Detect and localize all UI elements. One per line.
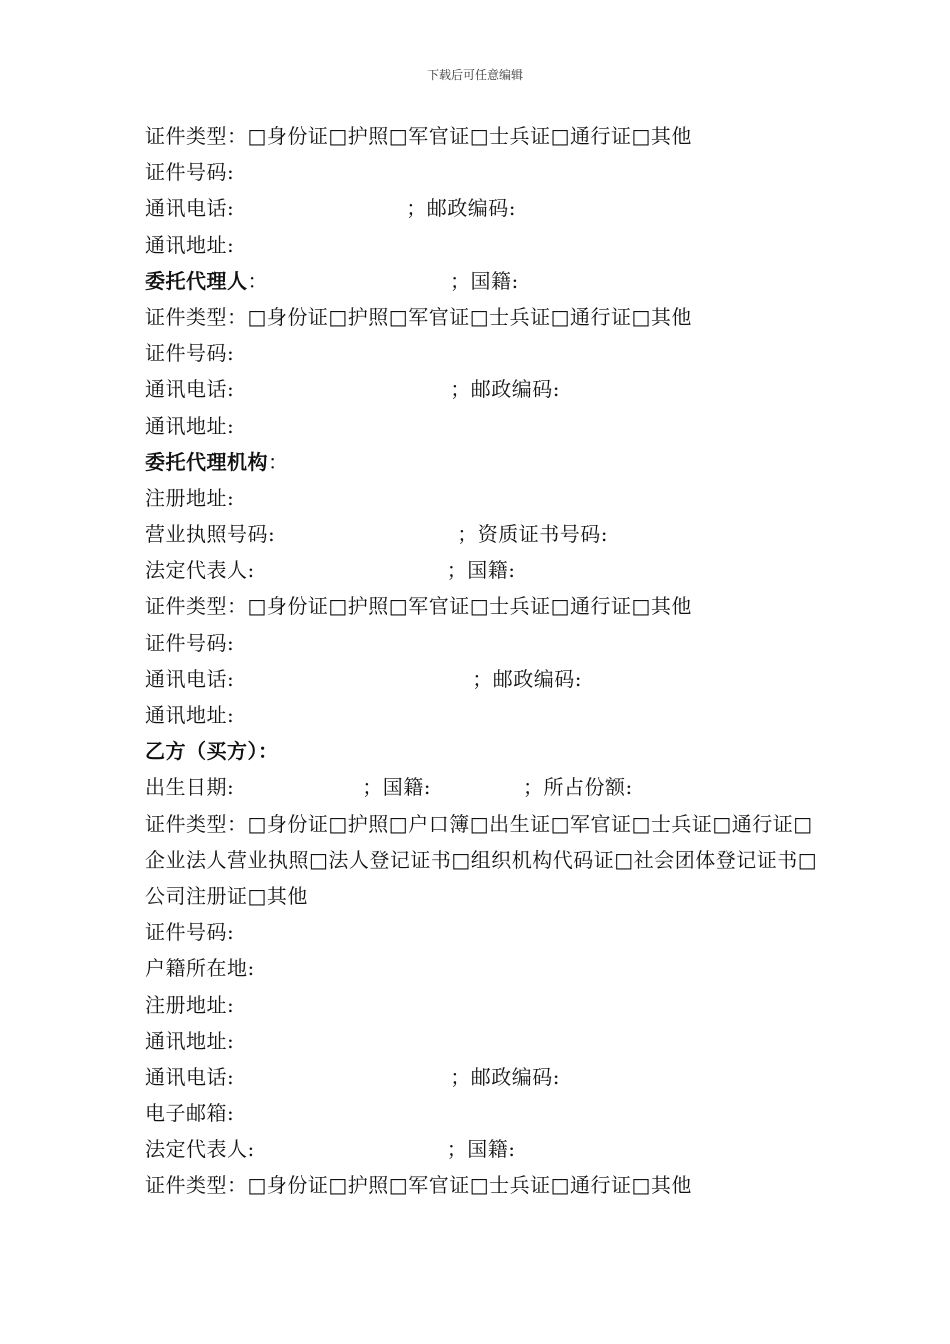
agent-colon: ： bbox=[247, 268, 268, 293]
postcode-label: ；邮政编码: bbox=[450, 377, 560, 402]
agent-line bbox=[145, 263, 825, 299]
agency-colon: ： bbox=[268, 449, 289, 474]
phone-postcode-line bbox=[145, 1059, 825, 1095]
birth-date-label: 出生日期: bbox=[145, 775, 235, 800]
registered-address-line: 注册地址: bbox=[145, 992, 235, 1017]
nationality-label: ；国籍: bbox=[450, 268, 519, 293]
id-number-line: 证件号码: bbox=[145, 160, 235, 185]
phone-postcode-line bbox=[145, 190, 825, 226]
buyer-id-type-paragraph: 证件类型：□身份证□护照□户口簿□出生证□军官证□士兵证□通行证□企业法人营业执照□法人登记证书□组织机构代码证□社会团体登记证书□公司注册证□其他 bbox=[145, 811, 818, 908]
page-header: 下载后可任意编辑 bbox=[426, 68, 523, 82]
postcode-label: ；邮政编码: bbox=[450, 1064, 560, 1089]
id-number-line: 证件号码: bbox=[145, 920, 235, 945]
id-type-line: 证件类型：□身份证□护照□军官证□士兵证□通行证□其他 bbox=[145, 1173, 692, 1198]
id-type-line: 证件类型：□身份证□护照□军官证□士兵证□通行证□其他 bbox=[145, 124, 692, 148]
legal-rep-label: 法定代表人: bbox=[145, 1137, 255, 1162]
id-type-line: 证件类型：□身份证□护照□军官证□士兵证□通行证□其他 bbox=[145, 594, 692, 619]
buyer-heading: 乙方（买方）： bbox=[145, 739, 279, 764]
address-line: 通讯地址: bbox=[145, 232, 235, 257]
postcode-label: ；邮政编码: bbox=[406, 196, 516, 221]
cert-label: ；资质证书号码: bbox=[457, 522, 608, 547]
phone-label: 通讯电话: bbox=[145, 1064, 235, 1089]
legal-rep-line bbox=[145, 552, 825, 588]
agency-line bbox=[145, 444, 825, 480]
address-line: 通讯地址: bbox=[145, 413, 235, 438]
license-cert-line bbox=[145, 516, 825, 552]
phone-postcode-line bbox=[145, 371, 825, 407]
address-line: 通讯地址: bbox=[145, 703, 235, 727]
share-label: ；所占份额: bbox=[523, 775, 633, 800]
agency-heading: 委托代理机构 bbox=[145, 449, 268, 474]
license-label: 营业执照号码: bbox=[145, 522, 276, 547]
phone-postcode-line bbox=[145, 661, 825, 697]
legal-rep-label: 法定代表人: bbox=[145, 558, 255, 583]
phone-label: 通讯电话: bbox=[145, 666, 235, 691]
document-body bbox=[145, 118, 825, 1204]
legal-rep-line bbox=[145, 1131, 825, 1167]
nationality-label: ；国籍: bbox=[446, 1137, 516, 1162]
nationality-label: ；国籍: bbox=[362, 775, 431, 800]
household-line: 户籍所在地: bbox=[145, 956, 255, 981]
address-line: 通讯地址: bbox=[145, 1028, 235, 1053]
postcode-label: ；邮政编码: bbox=[472, 666, 582, 691]
birth-nationality-share-line bbox=[145, 769, 825, 805]
id-number-line: 证件号码: bbox=[145, 630, 235, 655]
agent-heading: 委托代理人 bbox=[145, 268, 248, 293]
email-line: 电子邮箱: bbox=[145, 1101, 235, 1126]
phone-label: 通讯电话: bbox=[145, 377, 235, 402]
id-number-line: 证件号码: bbox=[145, 341, 235, 366]
phone-label: 通讯电话: bbox=[145, 196, 235, 221]
nationality-label: ；国籍: bbox=[446, 558, 516, 583]
id-type-line: 证件类型：□身份证□护照□军官证□士兵证□通行证□其他 bbox=[145, 304, 692, 329]
registered-address-line: 注册地址: bbox=[145, 485, 235, 510]
